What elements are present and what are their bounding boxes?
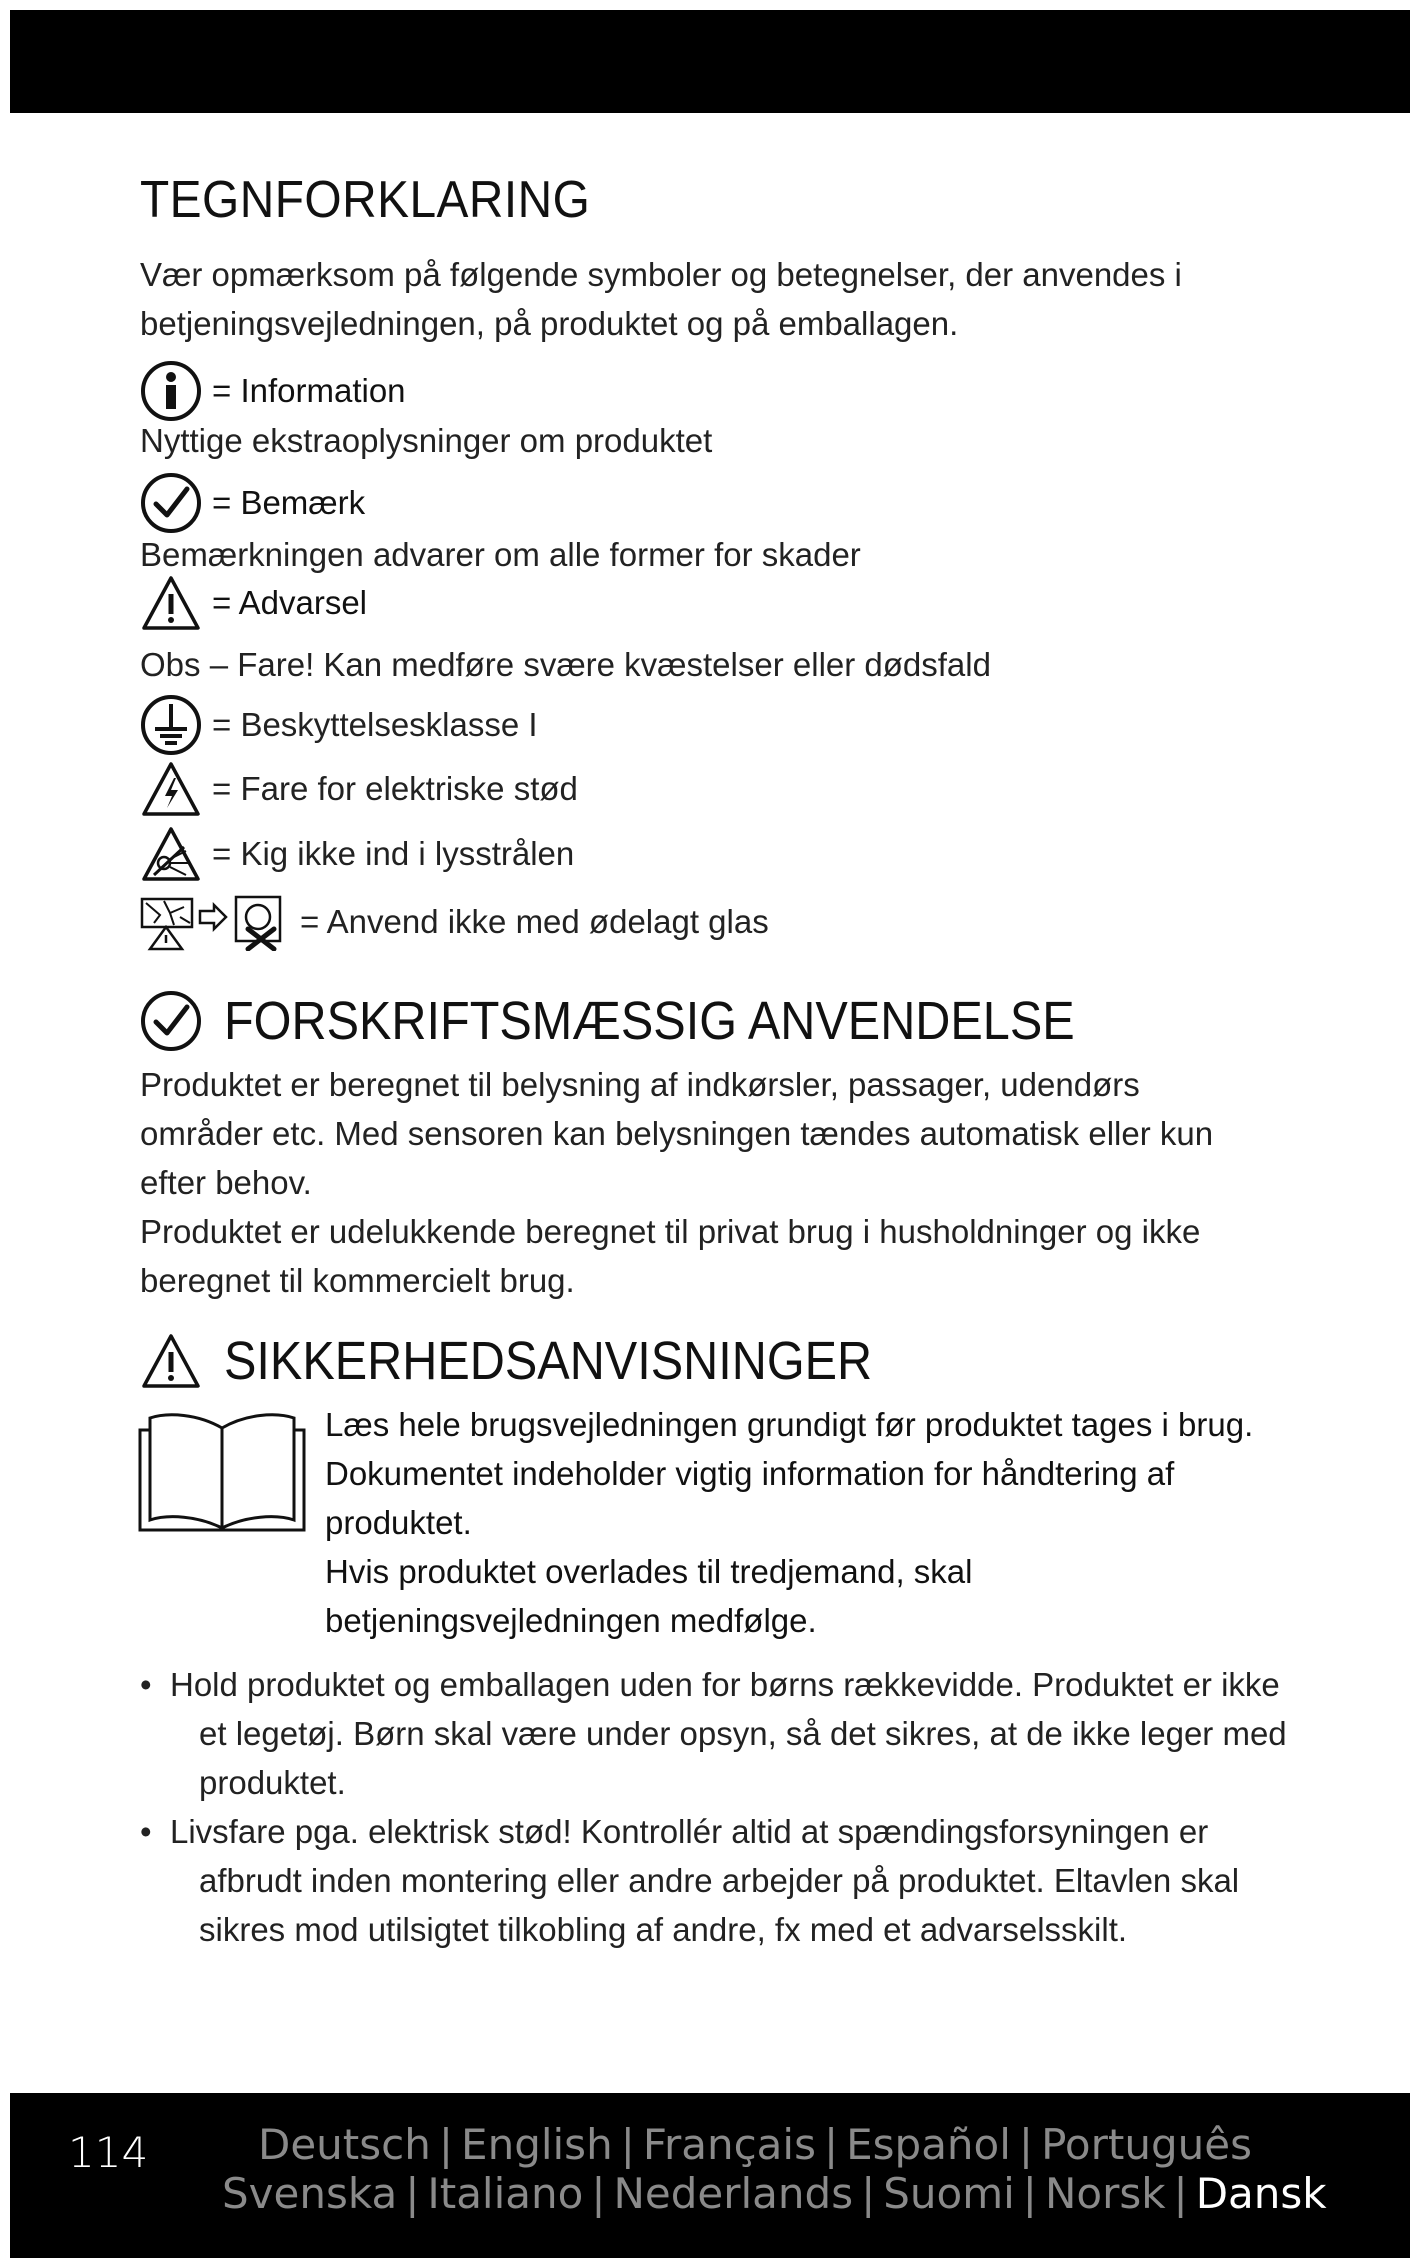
legend-glass-row (140, 893, 769, 951)
intended-use-para2: Produktet er udelukkende beregnet til privat brug i husholdninger og ikke beregnet til kommercielt brug. (140, 1213, 1201, 1299)
intended-use-title: FORSKRIFTSMÆSSIG ANVENDELSE (224, 991, 1075, 1051)
warning-triangle-icon (140, 574, 202, 632)
language-separator: | (438, 2120, 454, 2169)
language-link-svenska[interactable]: Svenska (222, 2169, 398, 2218)
language-separator: | (405, 2169, 420, 2218)
safety-bullet-list (140, 1660, 1300, 1954)
language-link-norsk[interactable]: Norsk (1044, 2169, 1166, 2218)
language-link-english[interactable]: English (461, 2120, 613, 2169)
legend-intro: Vær opmærksom på følgende symboler og betegnelser, der anvendes i betjeningsvejledningen, på produktet og på emballagen. (140, 256, 1182, 342)
language-link-suomi[interactable]: Suomi (883, 2169, 1015, 2218)
intended-use-para1: Produktet er beregnet til belysning af indkørsler, passager, udendørs områder etc. Med sensoren kan belysningen tændes automatisk eller kun efter behov. (140, 1066, 1214, 1201)
list-item: • Livsfare pga. elektrisk stød! Kontrollér altid at spændingsforsyningen er afbrudt inden montering eller andre arbejder på produktet. Eltavlen skal sikres mod utilsigtet tilkobling af andre, fx med et advarselsskilt. (140, 1807, 1300, 1954)
language-link-deutsch[interactable]: Deutsch (258, 2120, 431, 2169)
safety-heading (140, 1330, 944, 1392)
language-link-italiano[interactable]: Italiano (427, 2169, 584, 2218)
language-link-nederlands[interactable]: Nederlands (613, 2169, 854, 2218)
language-separator: | (620, 2120, 635, 2169)
manual-text-1: Læs hele brugsvejledningen grundigt før produktet tages i brug. Dokumentet indeholder vigtig information for håndtering af produktet. (325, 1406, 1254, 1541)
broken-glass-icon (140, 893, 290, 951)
warning-label: = Advarsel (212, 584, 368, 621)
legend-note-row (140, 472, 365, 534)
language-separator: | (823, 2120, 839, 2169)
language-row-2 (222, 2169, 1327, 2218)
language-separator: | (591, 2169, 606, 2218)
intended-use-heading (140, 990, 1169, 1052)
language-link-espanol[interactable]: Español (846, 2120, 1011, 2169)
info-desc: Nyttige ekstraoplysninger om produktet (140, 422, 713, 459)
language-row-1 (258, 2120, 1252, 2169)
language-separator: | (1173, 2169, 1188, 2218)
manual-text-2: Hvis produktet overlades til tredjemand, skal betjeningsvejledningen medfølge. (325, 1553, 973, 1639)
glass-label: = Anvend ikke med ødelagt glas (300, 903, 769, 940)
legend-title: TEGNFORKLARING (140, 171, 591, 229)
legend-warning-row (140, 574, 367, 632)
page-number: 114 (68, 2128, 149, 2177)
language-separator: | (861, 2169, 876, 2218)
note-label: = Bemærk (212, 484, 366, 521)
warning-desc: Obs – Fare! Kan medføre svære kvæstelser eller dødsfald (140, 646, 991, 683)
shock-label: = Fare for elektriske stød (212, 770, 578, 807)
language-link-francais[interactable]: Français (642, 2120, 816, 2169)
legend-class1-row (140, 694, 538, 756)
beam-label: = Kig ikke ind i lysstrålen (212, 835, 575, 872)
electric-shock-icon (140, 760, 202, 818)
manual-book-icon (138, 1408, 306, 1534)
header-bar (10, 10, 1410, 113)
no-look-beam-icon (140, 825, 202, 883)
list-item: • Hold produktet og emballagen uden for børns rækkevidde. Produktet er ikke et legetøj. Børn skal være under opsyn, så det sikres, at de ikke leger med produktet. (140, 1660, 1300, 1807)
language-separator: | (1022, 2169, 1037, 2218)
checkmark-circle-icon (140, 472, 202, 534)
protective-earth-icon (140, 694, 202, 756)
language-link-dansk[interactable]: Dansk (1195, 2169, 1327, 2218)
warning-triangle-icon (140, 1332, 202, 1390)
info-icon (140, 360, 202, 422)
note-desc: Bemærkningen advarer om alle former for skader (140, 536, 861, 573)
legend-beam-row (140, 825, 574, 883)
class1-label: = Beskyttelsesklasse I (212, 706, 538, 743)
language-link-portugues[interactable]: Português (1041, 2120, 1252, 2169)
language-separator: | (1018, 2120, 1034, 2169)
safety-title: SIKKERHEDSANVISNINGER (224, 1331, 873, 1391)
legend-info-row (140, 360, 406, 422)
legend-shock-row (140, 760, 578, 818)
checkmark-circle-icon (140, 990, 202, 1052)
info-label: = Information (212, 372, 406, 409)
